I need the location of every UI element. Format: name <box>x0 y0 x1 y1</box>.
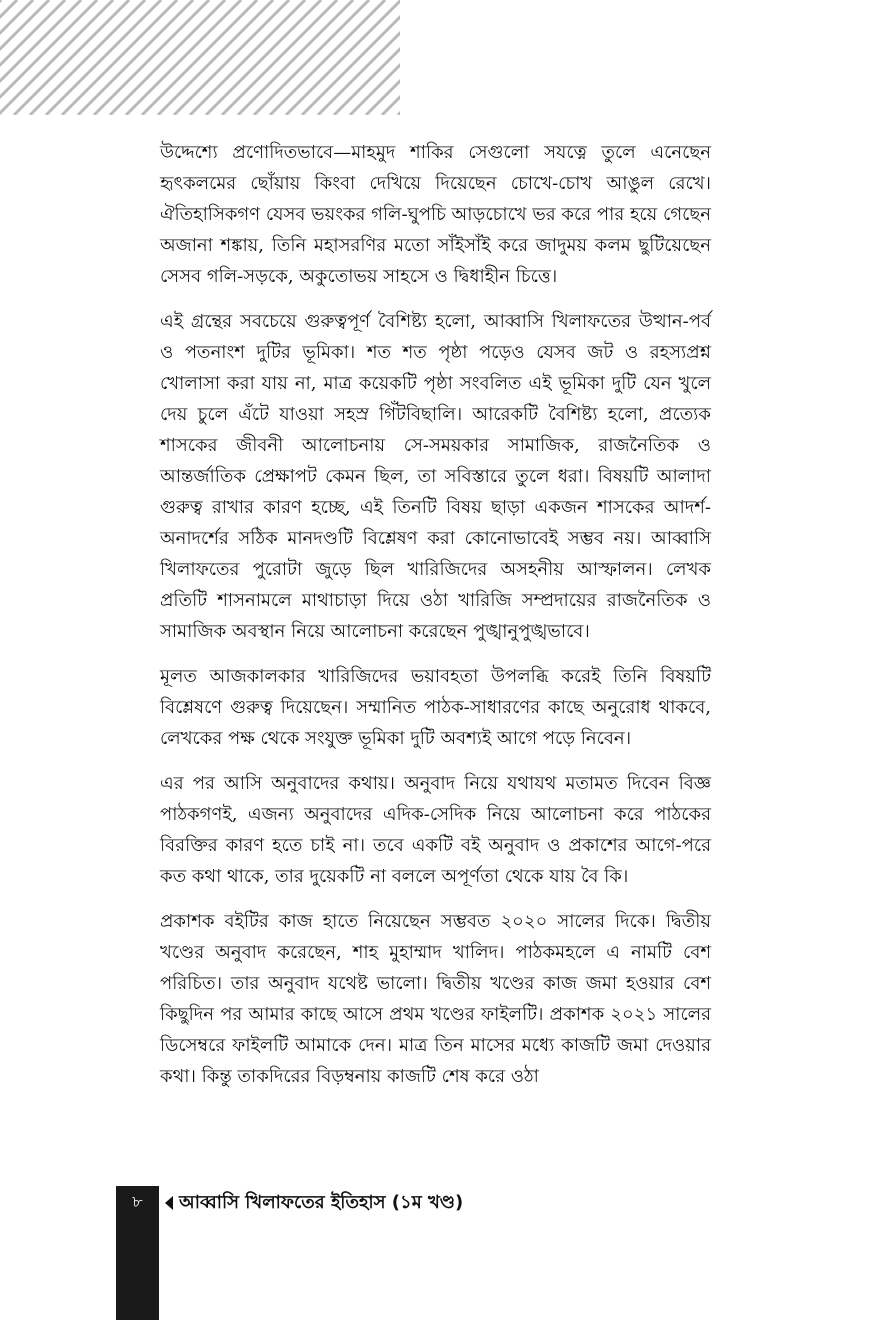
body-text <box>160 137 711 1106</box>
paragraph-2: এই গ্রন্থের সবচেয়ে গুরুত্বপূর্ণ বৈশিষ্ট্য হলো, আব্বাসি খিলাফতের উত্থান-পর্ব ও পতনাংশ দুটির ভূমিকা। শত শত পৃষ্ঠা পড়েও যেসব জট ও রহস্যপ্রশ্ন খোলাসা করা যায় না, মাত্র কয়েকটি পৃষ্ঠা সংবলিত এই ভূমিকা দুটি যেন খুলে দেয় চুলে এঁটে যাওয়া সহস্র গিঁটবিছালি। আরেকটি বৈশিষ্ট্য হলো, প্রত্যেক শাসকের জীবনী আলোচনায় সে-সময়কার সামাজিক, রাজনৈতিক ও আন্তর্জাতিক প্রেক্ষাপট কেমন ছিল, তা সবিস্তারে তুলে ধরা। বিষয়টি আলাদা গুরুত্ব রাখার কারণ হচ্ছে, এই তিনটি বিষয় ছাড়া একজন শাসকের আদর্শ-অনাদর্শের সঠিক মানদণ্ডটি বিশ্লেষণ করা কোনোভাবেই সম্ভব নয়। আব্বাসি খিলাফতের পুরোটা জুড়ে ছিল খারিজিদের অসহনীয় আস্ফালন। লেখক প্রতিটি শাসনামলে মাথাচাড়া দিয়ে ওঠা খারিজি সম্প্রদায়ের রাজনৈতিক ও সামাজিক অবস্থান নিয়ে আলোচনা করেছেন পুঙ্খানুপুঙ্খভাবে। <box>160 311 711 642</box>
left-triangle-icon <box>165 1196 173 1210</box>
paragraph-3: মূলত আজকালকার খারিজিদের ভয়াবহতা উপলব্ধি করেই তিনি বিষয়টি বিশ্লেষণে গুরুত্ব দিয়েছেন। সম্মানিত পাঠক-সাধারণের কাছে অনুরোধ থাকবে, লেখকের পক্ষ থেকে সংযুক্ত ভূমিকা দুটি অবশ্যই আগে পড়ে নিবেন। <box>160 666 711 749</box>
running-footer-title: আব্বাসি খিলাফতের ইতিহাস (১ম খণ্ড) <box>179 1192 464 1213</box>
paragraph-5: প্রকাশক বইটির কাজ হাতে নিয়েছেন সম্ভবত ২০২০ সালের দিকে। দ্বিতীয় খণ্ডের অনুবাদ করেছেন, শাহ মুহাম্মাদ খালিদ। পাঠকমহলে এ নামটি বেশ পরিচিত। তার অনুবাদ যথেষ্ট ভালো। দ্বিতীয় খণ্ডের কাজ জমা হওয়ার বেশ কিছুদিন পর আমার কাছে আসে প্রথম খণ্ডের ফাইলটি। প্রকাশক ২০২১ সালের ডিসেম্বরে ফাইলটি আমাকে দেন। মাত্র তিন মাসের মধ্যে কাজটি জমা দেওয়ার কথা। কিন্তু তাকদিরের বিড়ম্বনায় কাজটি শেষ করে ওঠা <box>160 911 711 1087</box>
paragraph-4: এর পর আসি অনুবাদের কথায়। অনুবাদ নিয়ে যথাযথ মতামত দিবেন বিজ্ঞ পাঠকগণই, এজন্য অনুবাদের এদিক-সেদিক নিয়ে আলোচনা করে পাঠকের বিরক্তির কারণ হতে চাই না। তবে একটি বই অনুবাদ ও প্রকাশের আগে-পরে কত কথা থাকে, তার দুয়েকটি না বললে অপূর্ণতা থেকে যায় বৈ কি। <box>160 773 711 887</box>
corner-hatch-decoration <box>0 0 400 115</box>
paragraph-1: উদ্দেশ্যে প্রণোদিতভাবে—মাহমুদ শাকির সেগুলো সযত্নে তুলে এনেছেন হৃৎকলমের ছোঁয়ায় কিংবা দেখিয়ে দিয়েছেন চোখে-চোখ আঙুল রেখে। ঐতিহাসিকগণ যেসব ভয়ংকর গলি-ঘুপচি আড়চোখে ভর করে পার হয়ে গেছেন অজানা শঙ্কায়, তিনি মহাসরণির মতো সাঁইসাঁই করে জাদুময় কলম ছুটিয়েছেন সেসব গলি-সড়কে, অকুতোভয় সাহসে ও দ্বিধাহীন চিত্তে। <box>160 142 711 287</box>
page-number: ৮ <box>132 1192 143 1211</box>
